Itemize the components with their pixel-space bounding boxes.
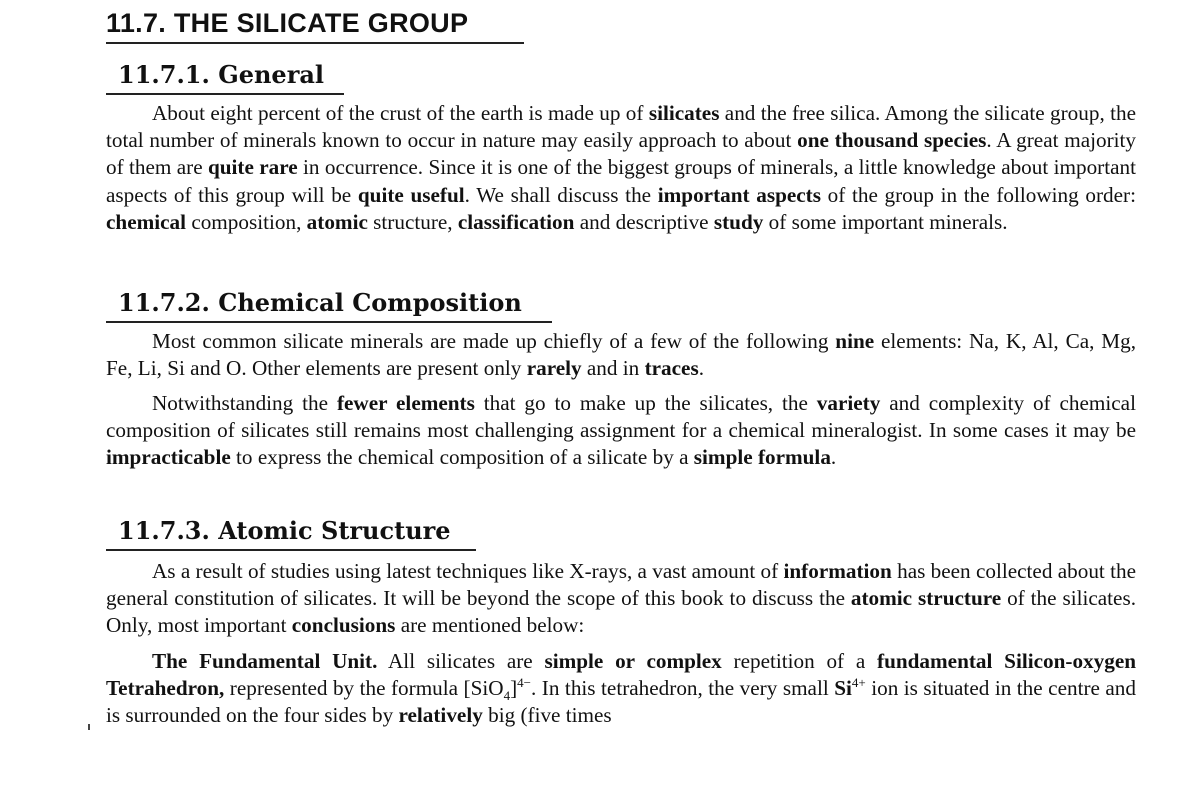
bold-term: simple formula xyxy=(693,445,831,470)
text-run: repetition of a xyxy=(721,649,878,673)
paragraph-chemical-2 xyxy=(106,390,1136,472)
bold-term: one thousand species xyxy=(797,128,987,153)
bold-term: Si xyxy=(834,676,852,701)
bold-term: information xyxy=(783,559,892,583)
text-run: ion is situated in the centre and is surrounded on the four sides by xyxy=(106,676,1136,728)
text-run: ] xyxy=(510,676,518,701)
formula-charge: 4− xyxy=(517,675,531,691)
text-run: has been collected about the general constitution of silicates. It will be beyond the scope of this book to discuss the xyxy=(106,559,1136,611)
text-run: of the group in the following order: xyxy=(820,182,1136,207)
bold-term: chemical xyxy=(106,209,187,234)
bold-term: quite useful xyxy=(357,182,465,207)
text-run: of some important minerals. xyxy=(763,209,1008,234)
section-title: 11.7. THE SILICATE GROUP xyxy=(106,8,524,44)
text-run: and in xyxy=(581,356,645,381)
text-run: composition, xyxy=(186,209,307,234)
heading-chemical-composition: 11.7.2. Chemical Composition xyxy=(106,288,552,323)
paragraph-chemical-1 xyxy=(106,328,1136,382)
text-run: About eight percent of the crust of the earth is made up of xyxy=(152,101,649,125)
text-run: in occurrence. Since it is one of the biggest groups of minerals, a little knowledge about important aspects of this group will be xyxy=(106,155,1137,207)
text-run: . xyxy=(830,445,837,470)
text-run: As a result of studies using latest techniques like X-rays, a vast amount of xyxy=(152,559,784,583)
text-run: . A great majority of them are xyxy=(106,128,1137,180)
heading-general: 11.7.1. General xyxy=(106,60,344,95)
text-run: All silicates are xyxy=(377,649,545,673)
scan-speck xyxy=(88,724,90,730)
bold-term: The Fundamental Unit. xyxy=(152,649,378,673)
bold-term: quite rare xyxy=(207,155,298,180)
text-run: Notwithstanding the xyxy=(152,391,337,415)
bold-term: fewer elements xyxy=(336,391,475,415)
bold-term: impracticable xyxy=(106,445,231,470)
text-run: and descriptive xyxy=(574,209,714,234)
bold-term: rarely xyxy=(526,356,582,381)
bold-term: study xyxy=(713,209,764,234)
text-run: big (five times xyxy=(482,703,612,728)
text-run: . xyxy=(698,356,704,381)
bold-term: silicates xyxy=(648,101,720,125)
bold-term: fundamental Silicon-oxygen Tetrahedron, xyxy=(106,649,1136,701)
bold-term: relatively xyxy=(398,703,483,728)
bold-term: important aspects xyxy=(657,182,821,207)
text-run: structure, xyxy=(367,209,458,234)
text-run: represented by the formula [SiO xyxy=(224,676,504,701)
bold-term: atomic structure xyxy=(850,586,1002,611)
text-run: and the free silica. Among the silicate group, the total number of minerals known to occur in nature may easily approach to about xyxy=(106,101,1136,153)
bold-term: classification xyxy=(457,209,575,234)
paragraph-general xyxy=(106,100,1136,236)
text-run: . In this tetrahedron, the very small xyxy=(531,676,835,701)
paragraph-atomic-2 xyxy=(106,648,1136,730)
heading-atomic-structure: 11.7.3. Atomic Structure xyxy=(106,516,476,551)
paragraph-atomic-1 xyxy=(106,558,1136,640)
text-run: that go to make up the silicates, the xyxy=(474,391,817,415)
bold-term: variety xyxy=(816,391,881,415)
bold-term: conclusions xyxy=(291,613,396,638)
text-run: . We shall discuss the xyxy=(464,182,658,207)
formula-subscript: 4 xyxy=(503,688,511,704)
bold-term: simple or complex xyxy=(544,649,722,673)
ion-charge: 4+ xyxy=(851,675,866,691)
bold-term: traces xyxy=(644,356,699,381)
text-run: to express the chemical composition of a silicate by a xyxy=(230,445,694,470)
text-run: and complexity of chemical composition of silicates still remains most challenging assignment for a chemical mineralogist. In some cases it may be xyxy=(106,391,1136,443)
text-run: Most common silicate minerals are made up chiefly of a few of the following xyxy=(152,329,836,353)
text-run: elements: Na, K, Al, Ca, Mg, Fe, Li, Si and O. Other elements are present only xyxy=(106,329,1136,381)
text-run: are mentioned below: xyxy=(395,613,585,638)
bold-term: atomic xyxy=(306,209,368,234)
bold-term: nine xyxy=(835,329,875,353)
text-run: of the silicates. Only, most important xyxy=(106,586,1136,638)
